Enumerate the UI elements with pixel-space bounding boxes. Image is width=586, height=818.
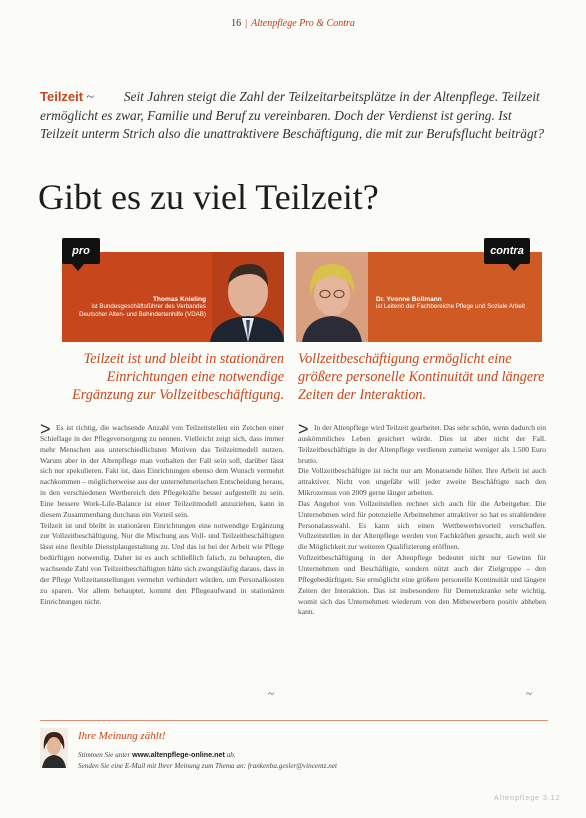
pro-paragraph xyxy=(40,521,284,608)
contra-paragraph xyxy=(298,419,546,466)
contra-paragraph-text: Das Angebot von Vollzeitstellen rechnet sich auch für die Arbeitgeber. Die Unternehmen wird für potenzielle Arbeitnehmer attraktiver so hat es strahlendere Personalauswahl. Es kann sich einen Wettbewerbsvorteil verschaffen. Vollzeitstellen in der Altenpflege werden von Fachkräften gesucht, auch weil sie die Möglichkeit zur weiteren Qualifizierung eröffnen. xyxy=(298,498,546,552)
pro-name: Thomas Knieling xyxy=(152,296,206,303)
pro-end-mark-icon: ~ xyxy=(268,688,274,700)
intro-block xyxy=(40,88,548,143)
contra-paragraph-text: In der Altenpflege wird Teilzeit gearbeitet. Das sehr schön, wenn dadurch ein auskömmliches Leben gesichert würde. Dies ist aber nicht der Fall. Teilzeitbeschäftigte in der Altenpflege verdienen zumeist weniger als 1.500 Euro brutto. xyxy=(298,423,546,465)
contra-paragraph xyxy=(298,499,546,553)
contra-caption xyxy=(376,296,536,311)
contra-name: Dr. Yvonne Bollmann xyxy=(376,296,442,303)
pro-arrow-icon: > xyxy=(40,419,51,439)
contra-arrow-icon: > xyxy=(298,419,309,439)
pro-badge: pro xyxy=(62,238,100,264)
swirl-icon: ~ xyxy=(86,90,95,105)
pro-caption xyxy=(66,296,206,318)
page-number: 16 xyxy=(231,18,242,29)
website-link[interactable]: www.altenpflege-online.net xyxy=(132,750,225,759)
page-title: Gibt es zu viel Teilzeit? xyxy=(38,177,379,217)
feedback-title: Ihre Meinung zählt! xyxy=(78,730,166,742)
pro-role: ist Bundesgeschäftsführer des Verbandes Deutscher Alten- und Behindertenhilfe (VDAB) xyxy=(79,303,206,318)
pro-paragraph xyxy=(40,419,284,521)
intro-kicker: Teilzeit xyxy=(40,89,84,104)
contra-subhead: Vollzeitbeschäftigung ermöglicht eine größere personelle Kontinuität und längere Zeiten der Interaktion. xyxy=(298,351,545,403)
contra-paragraph xyxy=(298,553,546,618)
footer-issue: Altenpflege 3.12 xyxy=(494,795,561,802)
contra-photo-panel xyxy=(296,252,542,342)
pro-subhead: Teilzeit ist und bleibt in stationären Einrichtungen eine notwendige Ergänzung zur Vollzeitbeschäftigung. xyxy=(72,351,284,403)
avatar xyxy=(40,728,68,768)
header-separator: | xyxy=(245,18,248,29)
running-header xyxy=(0,18,586,29)
feedback-email-line: Senden Sie eine E-Mail mit Ihrer Meinung zum Thema an: frankenba.gesler@vincentz.net xyxy=(78,762,338,770)
contra-column xyxy=(298,419,546,688)
contra-paragraph xyxy=(298,466,546,499)
divider xyxy=(40,720,548,721)
contra-role: ist Leiterin der Fachbereiche Pflege und Soziale Arbeit xyxy=(376,303,525,311)
pro-column xyxy=(40,419,284,688)
intro-text: Seit Jahren steigt die Zahl der Teilzeitarbeitsplätze in der Altenpflege. Teilzeit ermöglicht es zwar, Familie und Beruf zu vereinbaren. Doch der Verdienst ist gering. Ist Teilzeit unterm Strich also die unattraktivere Beschäftigung, die mit zur Berufsflucht beiträgt? xyxy=(40,89,545,141)
pro-paragraph-text: Es ist richtig, die wachsende Anzahl von Teilzeitstellen ein Zeichen einer Schieflage in der Pflegeversorgung zu nennen. Vielleicht zeigt sich, dass immer mehr Menschen aus unterschiedlichsten Motiven das Teilzeitmodell nutzen. Warum aber in der Altenpflege man vorhalten der Fall sein soll, darüber lässt sich nur spekulieren. Fakt ist, dass Einrichtungen ebenso dem Wunsch vermehrt nachkommen – möglicherweise aus der unternehmerischen Entscheidung heraus, in den verschiedenen Wertbereich den Pflegekräfte besser aufgestellt zu sein. Eine bessere Work-Life-Balance ist einer Teilzeitmodell anzuziehen, kann in diesem Zusammenhang durchaus ein Vorteil sein. xyxy=(40,423,284,519)
contra-paragraph-text: Vollzeitbeschäftigung in der Altenpflege bedeutet nicht nur Gewinn für Unternehmen und Beschäftigte, sondern nützt auch der Zielgruppe – den Pflegebedürftigen. Sie ermöglicht eine größere personelle Kontinuität und längere Zeiten der Interaktion. Das ist insbesondere für Demenzkranke sehr wichtig, womit sich das Unternehmen wiederum von den Mitbewerbern positiv abheben kann. xyxy=(298,553,546,617)
pro-paragraph-text: Teilzeit ist und bleibt in stationären Einrichtungen eine notwendige Ergänzung zur Vollzeitbeschäftigung. Nur die Mischung aus Voll- und Teilzeitbeschäftigten lässt eine flexible Dienstplangestaltung zu. Und das ist bei der Arbeit wie Pflege bedürftigen notwendig. Daher ist es auch schließlich falsch, zu behaupten, die wachsende Zahl von Teilzeitbeschäftigten hätte sich zwangsläufig daraus, dass in der Pflege Vollzeitanstellungen vermehrt verhindert würden, um Personalkosten zu sparen. Vor allem behauptet, kommt den Pflegeaufwand in stationären Einrichtungen nicht. xyxy=(40,520,284,606)
header-title: Altenpflege Pro & Contra xyxy=(251,18,355,29)
contra-end-mark-icon: ~ xyxy=(526,688,532,700)
feedback-vote-line xyxy=(78,750,236,759)
feedback-prefix: Stimmen Sie unter xyxy=(78,751,131,759)
contra-paragraph-text: Die Vollzeitbeschäftigte ist nicht nur am Monatsende höher. Ihre Arbeit ist auch attraktiver. Nicht von ungefähr will jeder zweite Beschäftigte nach den Mikrozensus von 2009 gerne länger arbeiten. xyxy=(298,466,546,498)
feedback-suffix: ab. xyxy=(226,751,236,759)
pro-photo-panel xyxy=(62,252,284,342)
contra-badge: contra xyxy=(484,238,530,264)
